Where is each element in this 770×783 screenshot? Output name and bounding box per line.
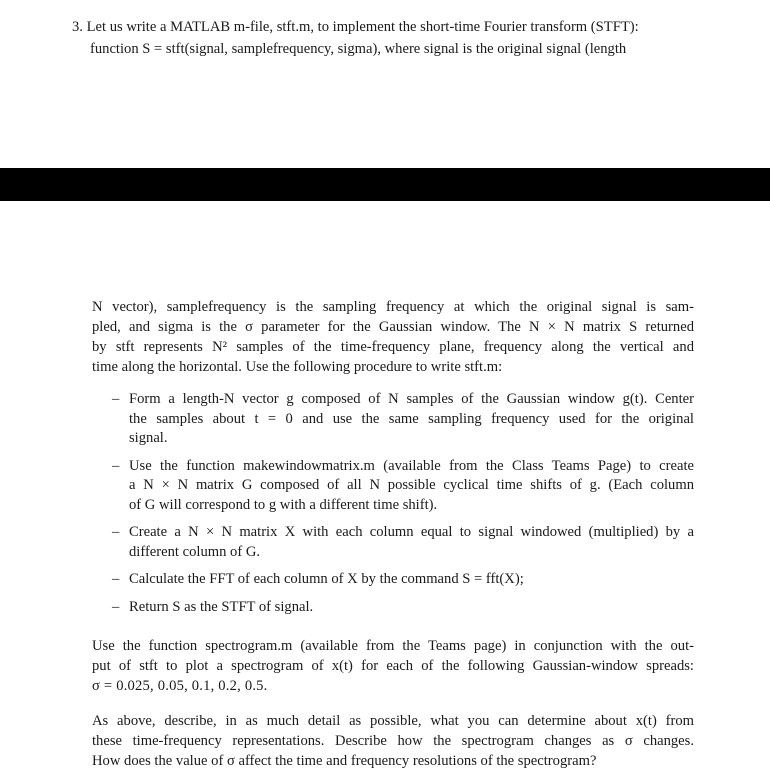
step-line: Return S as the STFT of signal. — [129, 598, 314, 615]
paragraph-questions — [92, 711, 694, 771]
step-line: different column of G. — [129, 543, 261, 560]
bullet-dash: – — [112, 598, 120, 615]
paragraph2-line: Use the function spectrogram.m (available from the Teams page) in conjunction with the out- — [92, 638, 694, 654]
problem-intro-text-1: Let us write a MATLAB m-file, stft.m, to implement the short-time Fourier transform (STFT): — [86, 19, 639, 35]
problem-intro-line-1 — [72, 16, 694, 38]
step-line: Create a N × N matrix X with each column equal to signal windowed (multiplied) by a — [129, 524, 694, 540]
bullet-dash: – — [112, 571, 120, 587]
bullet-dash: – — [112, 391, 120, 407]
procedure-step-3 — [112, 523, 694, 562]
step-line: a N × N matrix G composed of all N possible cyclical time shifts of g. (Each column — [129, 477, 694, 493]
paragraph1-line: pled, and sigma is the σ parameter for the Gaussian window. The N × N matrix S returned — [92, 319, 694, 335]
paragraph2-line: σ = 0.025, 0.05, 0.1, 0.2, 0.5. — [92, 678, 268, 694]
bullet-dash: – — [112, 457, 120, 474]
paragraph1-line: by stft represents N² samples of the time-frequency plane, frequency along the vertical and — [92, 339, 694, 355]
procedure-list — [112, 390, 694, 625]
step-line: signal. — [129, 430, 168, 446]
paragraph1-line: time along the horizontal. Use the following procedure to write stft.m: — [92, 359, 503, 375]
paragraph3-line: As above, describe, in as much detail as possible, what you can determine about x(t) from — [92, 713, 694, 729]
bullet-dash: – — [112, 524, 120, 540]
procedure-step-1 — [112, 390, 694, 449]
step-line: Form a length-N vector g composed of N samples of the Gaussian window g(t). Center — [129, 391, 694, 407]
paragraph1-line: N vector), samplefrequency is the sampling frequency at which the original signal is sam- — [92, 299, 694, 315]
step-line: Use the function makewindowmatrix.m (available from the Class Teams Page) to create — [129, 457, 694, 474]
step-line: of G will correspond to g with a different time shift). — [129, 496, 438, 513]
paragraph3-line: How does the value of σ affect the time and frequency resolutions of the spectrogram? — [92, 753, 597, 769]
step-line: the samples about t = 0 and use the same sampling frequency used for the original — [129, 410, 694, 427]
redaction-bar — [0, 168, 770, 201]
problem-intro-line-2: function S = stft(signal, samplefrequency, sigma), where signal is the original signal (length — [90, 41, 627, 57]
step-line: Calculate the FFT of each column of X by the command S = fft(X); — [129, 571, 524, 587]
paragraph3-line: these time-frequency representations. Describe how the spectrogram changes as σ changes. — [92, 733, 694, 749]
problem-intro — [72, 16, 694, 60]
procedure-step-5 — [112, 598, 694, 618]
paragraph2-line: put of stft to plot a spectrogram of x(t) for each of the following Gaussian-window spreads: — [92, 658, 694, 674]
procedure-step-4 — [112, 570, 694, 590]
procedure-step-2 — [112, 457, 694, 516]
problem-number: 3. — [72, 19, 83, 35]
paragraph-description — [92, 297, 694, 377]
paragraph-spectrogram-task — [92, 636, 694, 696]
